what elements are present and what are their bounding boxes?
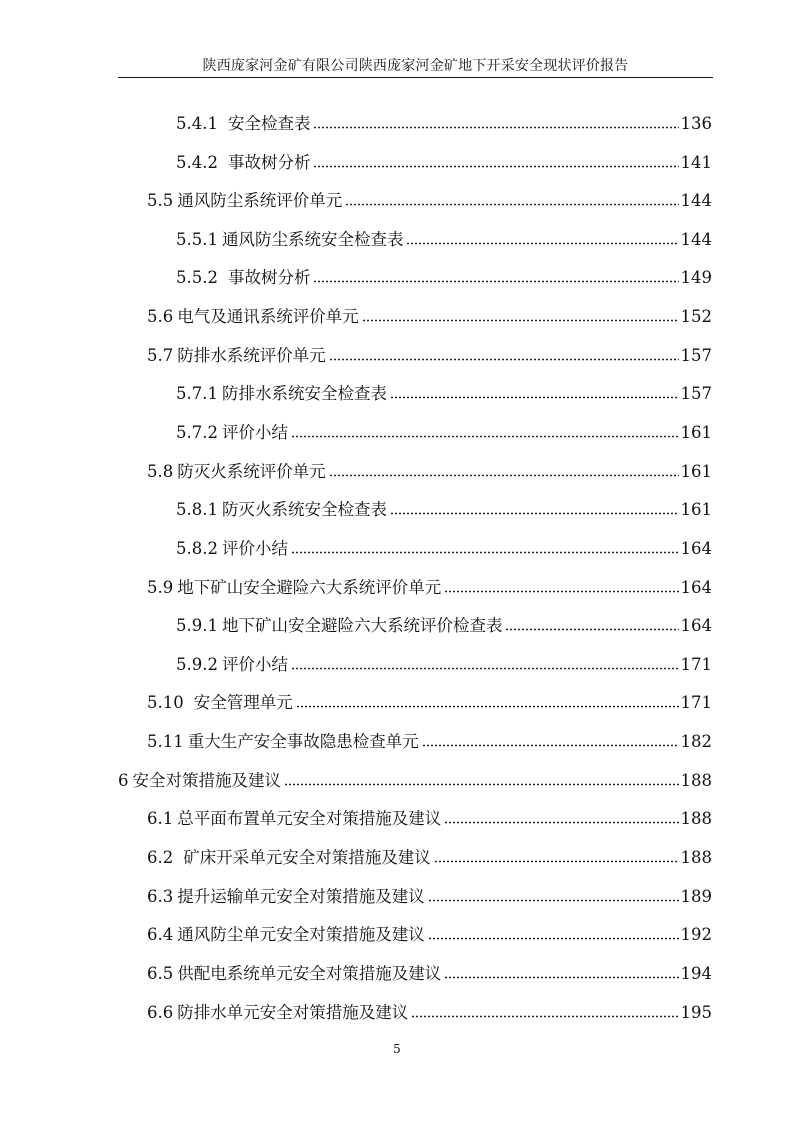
toc-entry[interactable] [118, 766, 712, 792]
toc-page-number: 144 [680, 230, 712, 249]
toc-number: 5.10 [147, 693, 184, 712]
toc-number: 5.7.2 [176, 423, 218, 442]
dot-leader [313, 125, 678, 130]
toc-entry[interactable] [176, 148, 712, 174]
toc-title: 提升运输单元安全对策措施及建议 [177, 887, 425, 906]
dot-leader [329, 473, 679, 478]
toc-entry[interactable] [176, 263, 712, 289]
toc-number: 6.4 [147, 925, 174, 944]
toc-number: 6.2 [147, 848, 174, 867]
toc-title: 地下矿山安全避险六大系统评价单元 [177, 578, 442, 597]
toc-title: 评价小结 [221, 655, 288, 674]
toc-number: 5.8 [147, 462, 174, 481]
toc-entry[interactable] [147, 727, 712, 753]
dot-leader [390, 395, 679, 400]
toc-title: 防灭火系统安全检查表 [221, 500, 387, 519]
toc-number: 5.4.2 [176, 153, 218, 172]
dot-leader [284, 782, 679, 787]
toc-title: 安全检查表 [227, 114, 311, 133]
toc-number: 5.5 [147, 191, 174, 210]
toc-page-number: 161 [680, 423, 712, 442]
toc-page-number: 188 [680, 848, 712, 867]
toc-entry[interactable] [176, 225, 712, 251]
dot-leader [444, 975, 678, 980]
toc-number: 5.5.1 [176, 230, 218, 249]
running-header: 陕西庞家河金矿有限公司陕西庞家河金矿地下开采安全现状评价报告 [202, 58, 629, 74]
toc-entry[interactable] [147, 573, 712, 599]
dot-leader [291, 434, 679, 439]
toc-title: 防灭火系统评价单元 [177, 462, 326, 481]
toc-page-number: 144 [680, 191, 712, 210]
toc-page-number: 182 [680, 732, 712, 751]
toc-entry[interactable] [176, 495, 712, 521]
toc-number: 5.11 [147, 732, 184, 751]
toc-number: 5.7.1 [176, 384, 218, 403]
toc-entry[interactable] [147, 843, 712, 869]
toc-entry[interactable] [147, 920, 712, 946]
toc-entry[interactable] [147, 804, 712, 830]
toc-title: 事故树分析 [227, 153, 311, 172]
toc-title: 评价小结 [221, 539, 288, 558]
dot-leader [411, 1014, 678, 1019]
toc-title: 安全对策措施及建议 [132, 771, 281, 790]
dot-leader [406, 241, 678, 246]
toc-page-number: 164 [680, 616, 712, 635]
toc-title: 通风防尘系统安全检查表 [221, 230, 404, 249]
dot-leader [505, 627, 678, 632]
toc-title: 总平面布置单元安全对策措施及建议 [177, 809, 442, 828]
toc-number: 5.9 [147, 578, 174, 597]
toc-number: 5.8.1 [176, 500, 218, 519]
toc-number: 5.9.2 [176, 655, 218, 674]
toc-entry[interactable] [176, 418, 712, 444]
toc-entry[interactable] [176, 650, 712, 676]
dot-leader [444, 820, 678, 825]
toc-title: 通风防尘系统评价单元 [177, 191, 343, 210]
dot-leader [428, 936, 679, 941]
dot-leader [296, 704, 679, 709]
toc-page-number: 195 [680, 1003, 712, 1022]
toc-page-number: 171 [680, 693, 712, 712]
dot-leader [444, 589, 678, 594]
toc-entry[interactable] [176, 534, 712, 560]
page-number: 5 [393, 1042, 401, 1056]
toc-entry[interactable] [147, 959, 712, 985]
toc-title: 地下矿山安全避险六大系统评价检查表 [221, 616, 503, 635]
toc-number: 6 [118, 771, 129, 790]
toc-entry[interactable] [176, 109, 712, 135]
toc-entry[interactable] [176, 379, 712, 405]
toc-title: 防排水系统评价单元 [177, 346, 326, 365]
toc-page-number: 152 [680, 307, 712, 326]
toc-page-number: 164 [680, 578, 712, 597]
toc-title: 电气及通讯系统评价单元 [177, 307, 359, 326]
toc-title: 安全管理单元 [193, 693, 293, 712]
dot-leader [428, 898, 679, 903]
toc-page-number: 188 [680, 809, 712, 828]
toc-title: 供配电系统单元安全对策措施及建议 [177, 964, 442, 983]
dot-leader [362, 318, 679, 323]
toc-title: 防排水单元安全对策措施及建议 [177, 1003, 409, 1022]
toc-number: 6.1 [147, 809, 174, 828]
toc-entry[interactable] [147, 998, 712, 1024]
toc-number: 6.5 [147, 964, 174, 983]
dot-leader [422, 743, 679, 748]
toc-page-number: 161 [680, 462, 712, 481]
toc-page-number: 171 [680, 655, 712, 674]
toc-page-number: 192 [680, 925, 712, 944]
toc-title: 矿床开采单元安全对策措施及建议 [183, 848, 431, 867]
toc-title: 通风防尘单元安全对策措施及建议 [177, 925, 425, 944]
toc-title: 评价小结 [221, 423, 288, 442]
toc-entry[interactable] [147, 341, 712, 367]
dot-leader [434, 859, 679, 864]
toc-page-number: 157 [680, 384, 712, 403]
toc-number: 5.5.2 [176, 268, 218, 287]
toc-number: 5.4.1 [176, 114, 218, 133]
toc-number: 5.7 [147, 346, 174, 365]
dot-leader [291, 550, 679, 555]
toc-number: 5.6 [147, 307, 174, 326]
toc-entry[interactable] [176, 611, 712, 637]
toc-title: 防排水系统安全检查表 [221, 384, 387, 403]
toc-page-number: 194 [680, 964, 712, 983]
toc-page-number: 189 [680, 887, 712, 906]
dot-leader [291, 666, 679, 671]
toc-page-number: 161 [680, 500, 712, 519]
toc-page-number: 157 [680, 346, 712, 365]
toc-title: 重大生产安全事故隐患检查单元 [187, 732, 419, 751]
dot-leader [313, 164, 678, 169]
toc-page-number: 136 [680, 114, 712, 133]
toc-entry[interactable] [147, 457, 712, 483]
toc-page-number: 141 [680, 153, 712, 172]
toc-page-number: 149 [680, 268, 712, 287]
toc-number: 6.3 [147, 887, 174, 906]
toc-number: 6.6 [147, 1003, 174, 1022]
toc-entry[interactable] [147, 882, 712, 908]
dot-leader [390, 511, 679, 516]
toc-number: 5.8.2 [176, 539, 218, 558]
toc-page-number: 164 [680, 539, 712, 558]
dot-leader [329, 357, 679, 362]
toc-page-number: 188 [680, 771, 712, 790]
toc-title: 事故树分析 [227, 268, 311, 287]
dot-leader [345, 202, 678, 207]
dot-leader [313, 279, 678, 284]
toc-entry[interactable] [147, 302, 712, 328]
toc-number: 5.9.1 [176, 616, 218, 635]
toc-entry[interactable] [147, 688, 712, 714]
toc-entry[interactable] [147, 186, 712, 212]
